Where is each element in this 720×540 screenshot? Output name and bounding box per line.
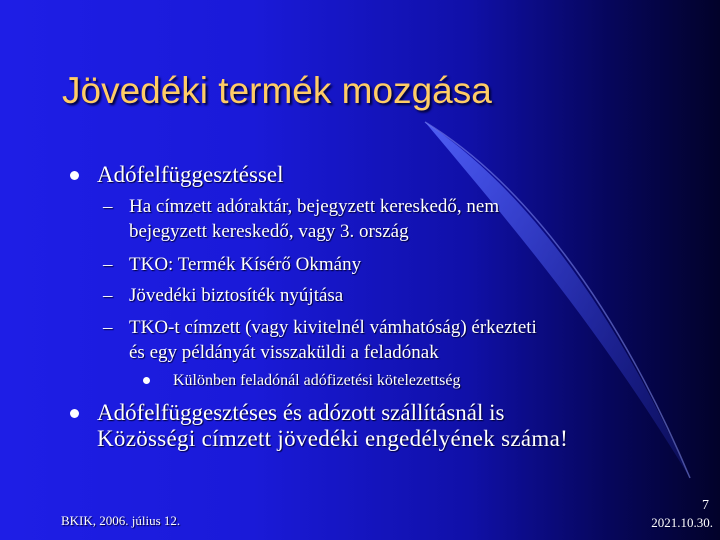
subitem-2-dash: – (103, 254, 113, 275)
level3-text: Különben feladónál adófizetési kötelezettség (173, 372, 461, 389)
slide-title: Jövedéki termék mozgása (62, 70, 492, 111)
subitem-2-line-1: TKO: Termék Kísérő Okmány (129, 254, 362, 275)
bullet-2-line-1: Adófelfüggesztéses és adózott szállításnál is (97, 400, 505, 425)
subitem-1-line-2: bejegyzett kereskedő, vagy 3. ország (129, 221, 409, 242)
bullet-2-line-2: Közösségi címzett jövedéki engedélyének száma! (97, 426, 569, 451)
subitem-1-line-1: Ha címzett adóraktár, bejegyzett kereskedő, nem (129, 196, 500, 217)
subitem-3-dash: – (103, 285, 113, 306)
footer-date: 2021.10.30. (651, 515, 713, 530)
subitem-1-dash: – (103, 196, 113, 217)
level3-marker (143, 377, 150, 384)
footer-left: BKIK, 2006. július 12. (61, 513, 181, 528)
footer-page-number: 7 (702, 498, 709, 513)
subitem-4-line-2: és egy példányát visszaküldi a feladónak (129, 342, 439, 363)
subitem-4-line-1: TKO-t címzett (vagy kivitelnél vámhatóság) érkezteti (129, 317, 537, 338)
bullet-1-text: Adófelfüggesztéssel (97, 162, 284, 187)
bullet-1-marker (70, 171, 79, 180)
subitem-4-dash: – (103, 317, 113, 338)
bullet-2-marker (70, 409, 79, 418)
subitem-3-line-1: Jövedéki biztosíték nyújtása (129, 285, 344, 306)
